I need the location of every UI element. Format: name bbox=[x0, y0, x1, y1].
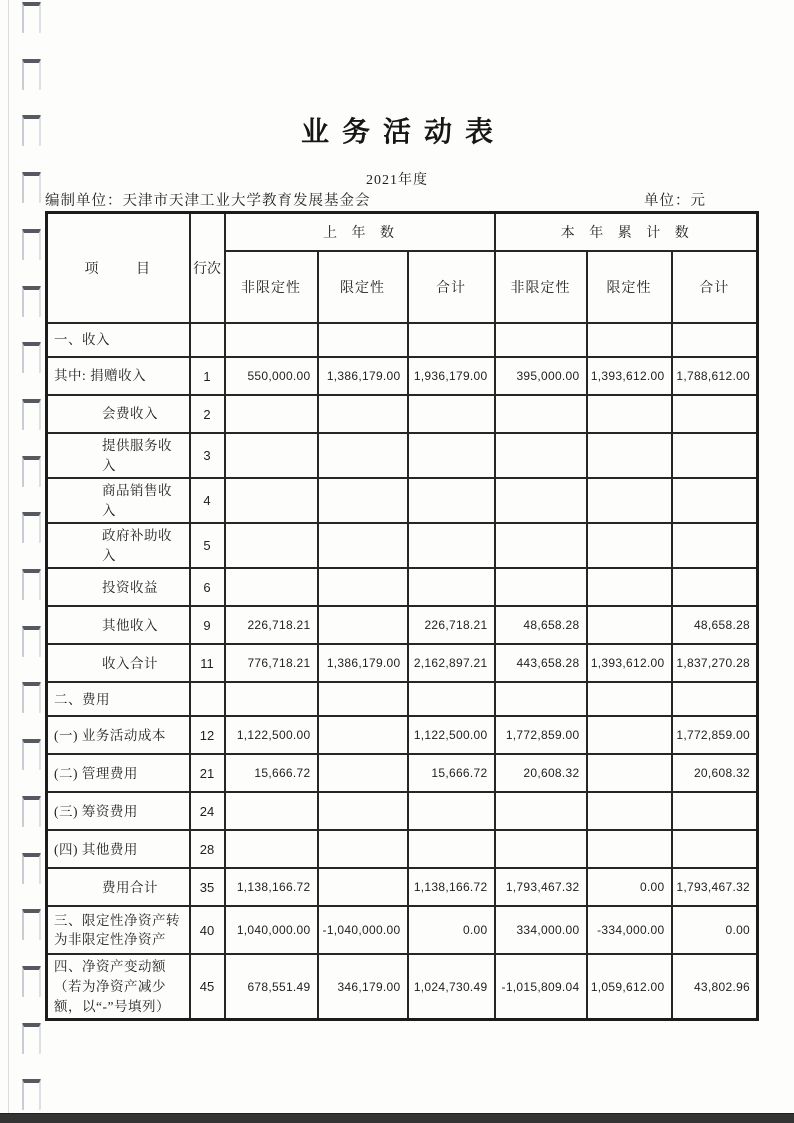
cell-cur-unrestricted bbox=[495, 478, 587, 523]
cell-cur-total bbox=[672, 433, 758, 478]
line-number: 11 bbox=[190, 644, 225, 682]
cell-prev-total: 1,138,166.72 bbox=[408, 868, 495, 906]
cell-prev-total bbox=[408, 568, 495, 606]
cell-prev-total bbox=[408, 682, 495, 716]
item-label: 三、限定性净资产转为非限定性净资产 bbox=[47, 906, 190, 954]
cell-cur-unrestricted: 1,772,859.00 bbox=[495, 716, 587, 754]
line-number: 4 bbox=[190, 478, 225, 523]
document-period: 2021年度 bbox=[366, 173, 428, 188]
cell-cur-total: 20,608.32 bbox=[672, 754, 758, 792]
item-label: (四) 其他费用 bbox=[47, 830, 190, 868]
cell-prev-unrestricted: 226,718.21 bbox=[225, 606, 318, 644]
cell-prev-total: 1,024,730.49 bbox=[408, 954, 495, 1019]
binding-hole-mark bbox=[22, 626, 41, 657]
binding-hole-mark bbox=[22, 59, 41, 90]
item-label: 会费收入 bbox=[47, 395, 190, 433]
cell-prev-restricted: 346,179.00 bbox=[318, 954, 408, 1019]
cell-cur-unrestricted: -1,015,809.04 bbox=[495, 954, 587, 1019]
unit-label: 单位：元 bbox=[644, 193, 706, 209]
item-label: (三) 筹资费用 bbox=[47, 792, 190, 830]
cell-prev-total: 0.00 bbox=[408, 906, 495, 954]
cell-prev-restricted bbox=[318, 868, 408, 906]
item-label: 费用合计 bbox=[47, 868, 190, 906]
binding-marks bbox=[0, 0, 45, 1114]
table-body bbox=[47, 323, 758, 1020]
header-cur-unrestricted: 非限定性 bbox=[495, 251, 587, 323]
cell-prev-total bbox=[408, 433, 495, 478]
cell-prev-unrestricted bbox=[225, 323, 318, 357]
cell-cur-restricted bbox=[587, 792, 672, 830]
cell-cur-total: 43,802.96 bbox=[672, 954, 758, 1019]
cell-cur-unrestricted bbox=[495, 323, 587, 357]
cell-cur-total: 48,658.28 bbox=[672, 606, 758, 644]
cell-prev-restricted bbox=[318, 682, 408, 716]
item-label: 提供服务收入 bbox=[47, 433, 190, 478]
cell-cur-restricted bbox=[587, 433, 672, 478]
cell-cur-restricted bbox=[587, 523, 672, 568]
cell-cur-unrestricted: 443,658.28 bbox=[495, 644, 587, 682]
cell-cur-total: 1,788,612.00 bbox=[672, 357, 758, 395]
cell-prev-restricted bbox=[318, 606, 408, 644]
table-row bbox=[47, 323, 758, 357]
cell-prev-restricted bbox=[318, 323, 408, 357]
cell-prev-total: 1,122,500.00 bbox=[408, 716, 495, 754]
line-number bbox=[190, 323, 225, 357]
prepared-by-label: 编制单位：天津市天津工业大学教育发展基金会 bbox=[45, 193, 371, 209]
table-row bbox=[47, 754, 758, 792]
cell-cur-unrestricted: 20,608.32 bbox=[495, 754, 587, 792]
cell-prev-restricted bbox=[318, 830, 408, 868]
item-label: 政府补助收入 bbox=[47, 523, 190, 568]
line-number: 45 bbox=[190, 954, 225, 1019]
scan-bottom-edge bbox=[0, 1113, 794, 1123]
cell-prev-unrestricted: 550,000.00 bbox=[225, 357, 318, 395]
cell-cur-unrestricted bbox=[495, 433, 587, 478]
header-cur-total: 合计 bbox=[672, 251, 758, 323]
cell-cur-unrestricted: 1,793,467.32 bbox=[495, 868, 587, 906]
table-row bbox=[47, 830, 758, 868]
cell-prev-unrestricted bbox=[225, 568, 318, 606]
cell-cur-unrestricted bbox=[495, 830, 587, 868]
cell-prev-total bbox=[408, 523, 495, 568]
cell-cur-unrestricted bbox=[495, 523, 587, 568]
cell-cur-restricted: -334,000.00 bbox=[587, 906, 672, 954]
cell-prev-total: 2,162,897.21 bbox=[408, 644, 495, 682]
document-title: 业务活动表 bbox=[300, 117, 506, 148]
line-number: 24 bbox=[190, 792, 225, 830]
cell-prev-total: 1,936,179.00 bbox=[408, 357, 495, 395]
cell-prev-restricted: -1,040,000.00 bbox=[318, 906, 408, 954]
table-row bbox=[47, 357, 758, 395]
binding-hole-mark bbox=[22, 456, 41, 487]
cell-prev-unrestricted: 678,551.49 bbox=[225, 954, 318, 1019]
header-line-no: 行次 bbox=[190, 213, 225, 324]
cell-prev-total bbox=[408, 323, 495, 357]
cell-prev-total bbox=[408, 395, 495, 433]
table-row bbox=[47, 644, 758, 682]
binding-hole-mark bbox=[22, 1023, 41, 1054]
cell-cur-restricted bbox=[587, 323, 672, 357]
table-row bbox=[47, 568, 758, 606]
cell-cur-restricted bbox=[587, 682, 672, 716]
cell-cur-unrestricted: 48,658.28 bbox=[495, 606, 587, 644]
cell-cur-restricted: 1,393,612.00 bbox=[587, 357, 672, 395]
table-row bbox=[47, 792, 758, 830]
item-label: 投资收益 bbox=[47, 568, 190, 606]
item-label: (一) 业务活动成本 bbox=[47, 716, 190, 754]
cell-prev-total bbox=[408, 792, 495, 830]
binding-hole-mark bbox=[22, 909, 41, 940]
cell-prev-total: 15,666.72 bbox=[408, 754, 495, 792]
cell-cur-total: 1,837,270.28 bbox=[672, 644, 758, 682]
line-number: 1 bbox=[190, 357, 225, 395]
binding-hole-mark bbox=[22, 2, 41, 33]
cell-cur-total: 1,793,467.32 bbox=[672, 868, 758, 906]
cell-prev-restricted bbox=[318, 523, 408, 568]
cell-cur-unrestricted: 395,000.00 bbox=[495, 357, 587, 395]
line-number: 12 bbox=[190, 716, 225, 754]
cell-cur-unrestricted bbox=[495, 568, 587, 606]
line-number: 35 bbox=[190, 868, 225, 906]
cell-cur-total: 0.00 bbox=[672, 906, 758, 954]
item-label: 其中: 捐赠收入 bbox=[47, 357, 190, 395]
item-label: 其他收入 bbox=[47, 606, 190, 644]
binding-hole-mark bbox=[22, 286, 41, 317]
table-row bbox=[47, 868, 758, 906]
cell-prev-unrestricted bbox=[225, 433, 318, 478]
cell-cur-total bbox=[672, 395, 758, 433]
item-label: 二、费用 bbox=[47, 682, 190, 716]
binding-hole-mark bbox=[22, 342, 41, 373]
item-label: (二) 管理费用 bbox=[47, 754, 190, 792]
cell-cur-restricted: 1,059,612.00 bbox=[587, 954, 672, 1019]
cell-prev-restricted bbox=[318, 568, 408, 606]
cell-prev-unrestricted: 1,138,166.72 bbox=[225, 868, 318, 906]
cell-cur-total bbox=[672, 323, 758, 357]
cell-cur-restricted bbox=[587, 478, 672, 523]
cell-cur-unrestricted bbox=[495, 682, 587, 716]
cell-cur-restricted bbox=[587, 568, 672, 606]
line-number: 3 bbox=[190, 433, 225, 478]
header-item: 项 目 bbox=[47, 213, 190, 324]
cell-prev-restricted bbox=[318, 433, 408, 478]
binding-hole-mark bbox=[22, 399, 41, 430]
binding-hole-mark bbox=[22, 739, 41, 770]
cell-prev-restricted bbox=[318, 478, 408, 523]
table-row bbox=[47, 716, 758, 754]
binding-hole-mark bbox=[22, 853, 41, 884]
header-prev-year-group: 上 年 数 bbox=[225, 213, 495, 252]
cell-cur-total: 1,772,859.00 bbox=[672, 716, 758, 754]
binding-hole-mark bbox=[22, 1079, 41, 1110]
cell-prev-unrestricted bbox=[225, 682, 318, 716]
table-row bbox=[47, 954, 758, 1019]
cell-prev-unrestricted bbox=[225, 792, 318, 830]
cell-cur-total bbox=[672, 478, 758, 523]
table-row bbox=[47, 478, 758, 523]
cell-prev-unrestricted: 15,666.72 bbox=[225, 754, 318, 792]
line-number: 9 bbox=[190, 606, 225, 644]
header-prev-total: 合计 bbox=[408, 251, 495, 323]
header-current-year-group: 本 年 累 计 数 bbox=[495, 213, 758, 252]
item-label: 四、净资产变动额（若为净资产减少额，以“-”号填列） bbox=[47, 954, 190, 1019]
table-row bbox=[47, 906, 758, 954]
cell-prev-unrestricted bbox=[225, 523, 318, 568]
cell-prev-unrestricted bbox=[225, 830, 318, 868]
cell-cur-restricted bbox=[587, 716, 672, 754]
cell-cur-unrestricted: 334,000.00 bbox=[495, 906, 587, 954]
cell-cur-restricted: 0.00 bbox=[587, 868, 672, 906]
item-label: 收入合计 bbox=[47, 644, 190, 682]
cell-prev-unrestricted: 1,040,000.00 bbox=[225, 906, 318, 954]
binding-hole-mark bbox=[22, 682, 41, 713]
line-number bbox=[190, 682, 225, 716]
cell-cur-unrestricted bbox=[495, 792, 587, 830]
cell-prev-restricted: 1,386,179.00 bbox=[318, 357, 408, 395]
binding-hole-mark bbox=[22, 569, 41, 600]
meta-row bbox=[45, 189, 756, 210]
cell-prev-total bbox=[408, 478, 495, 523]
header-prev-restricted: 限定性 bbox=[318, 251, 408, 323]
line-number: 21 bbox=[190, 754, 225, 792]
cell-prev-unrestricted: 1,122,500.00 bbox=[225, 716, 318, 754]
binding-hole-mark bbox=[22, 512, 41, 543]
line-number: 5 bbox=[190, 523, 225, 568]
cell-prev-restricted bbox=[318, 395, 408, 433]
cell-prev-total bbox=[408, 830, 495, 868]
cell-cur-total bbox=[672, 682, 758, 716]
table-row bbox=[47, 682, 758, 716]
cell-prev-unrestricted bbox=[225, 395, 318, 433]
line-number: 40 bbox=[190, 906, 225, 954]
cell-prev-restricted bbox=[318, 792, 408, 830]
cell-prev-unrestricted: 776,718.21 bbox=[225, 644, 318, 682]
table-row bbox=[47, 433, 758, 478]
line-number: 28 bbox=[190, 830, 225, 868]
item-label: 一、收入 bbox=[47, 323, 190, 357]
cell-prev-unrestricted bbox=[225, 478, 318, 523]
binding-hole-mark bbox=[22, 966, 41, 997]
cell-prev-restricted: 1,386,179.00 bbox=[318, 644, 408, 682]
cell-cur-total bbox=[672, 568, 758, 606]
cell-prev-restricted bbox=[318, 754, 408, 792]
business-activity-table bbox=[45, 211, 759, 1021]
line-number: 6 bbox=[190, 568, 225, 606]
cell-cur-total bbox=[672, 830, 758, 868]
header-cur-restricted: 限定性 bbox=[587, 251, 672, 323]
cell-cur-restricted bbox=[587, 606, 672, 644]
line-number: 2 bbox=[190, 395, 225, 433]
cell-cur-restricted: 1,393,612.00 bbox=[587, 644, 672, 682]
binding-hole-mark bbox=[22, 796, 41, 827]
cell-cur-restricted bbox=[587, 395, 672, 433]
cell-prev-restricted bbox=[318, 716, 408, 754]
cell-cur-total bbox=[672, 523, 758, 568]
item-label: 商品销售收入 bbox=[47, 478, 190, 523]
cell-cur-restricted bbox=[587, 754, 672, 792]
cell-prev-total: 226,718.21 bbox=[408, 606, 495, 644]
header-prev-unrestricted: 非限定性 bbox=[225, 251, 318, 323]
table-row bbox=[47, 523, 758, 568]
cell-cur-total bbox=[672, 792, 758, 830]
cell-cur-restricted bbox=[587, 830, 672, 868]
binding-hole-mark bbox=[22, 229, 41, 260]
table-row bbox=[47, 606, 758, 644]
cell-cur-unrestricted bbox=[495, 395, 587, 433]
table-row bbox=[47, 395, 758, 433]
